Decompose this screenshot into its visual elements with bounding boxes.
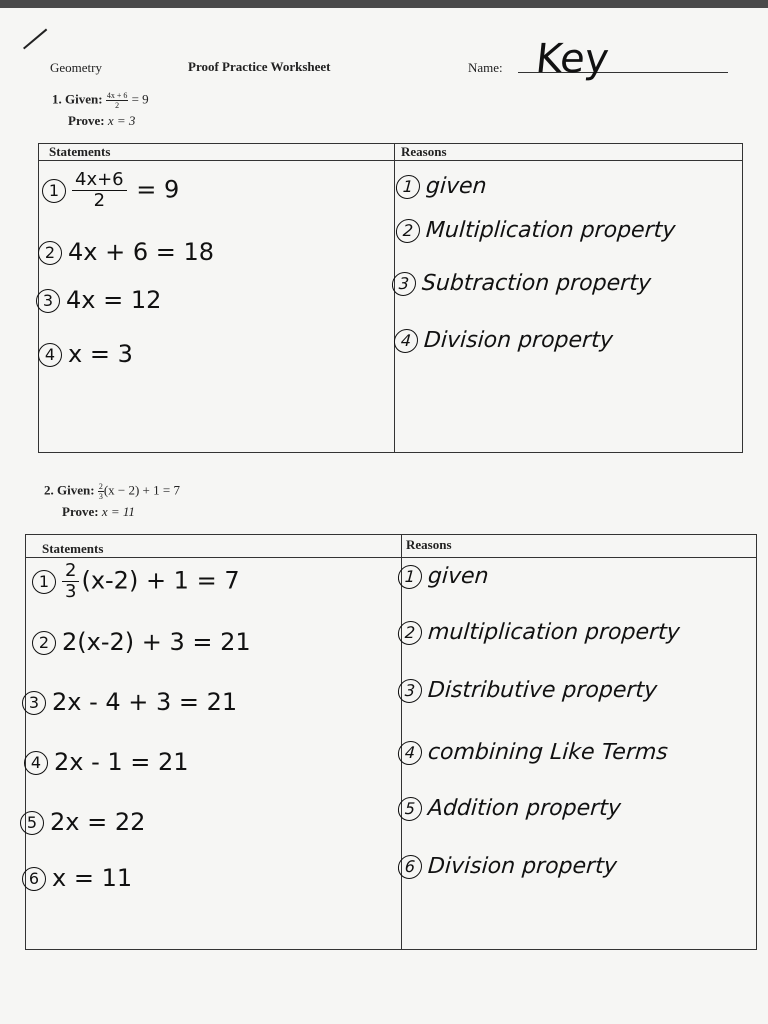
p2-statement-1: 1 $\frac{2}{3}$ (x-2) + 1 = 7 — [32, 561, 240, 602]
p1-reason-1: 1 given — [395, 174, 487, 199]
p1-reason-2: 2 Multiplication property — [395, 218, 676, 243]
problem2-given: 2. Given: $\frac{2}{3}$ (x − 2) + 1 = 7 — [44, 482, 180, 501]
p2-reason-6: 6 Division property — [397, 854, 618, 879]
p1-reason-4: 4 Division property — [393, 328, 614, 353]
statements-header-1: Statements — [49, 144, 111, 159]
worksheet-title: Proof Practice Worksheet — [188, 59, 331, 74]
p2-statement-5: 5 2x = 22 — [20, 808, 145, 836]
p2-statement-4: 4 2x - 1 = 21 — [24, 748, 189, 776]
check-mark — [23, 29, 47, 49]
p2-statement-2: 2 2(x-2) + 3 = 21 — [32, 628, 251, 656]
p2-statement-6: 6 x = 11 — [22, 864, 132, 892]
worksheet-page — [0, 8, 768, 1024]
p1-statement-4: 4 x = 3 — [38, 340, 133, 368]
subject-label: Geometry — [50, 60, 102, 75]
p1-statement-1: 1 $\frac{4x+6}{2}$ = 9 — [42, 170, 179, 211]
problem2-prove: Prove: x = 11 — [62, 504, 135, 519]
p2-reason-4: 4 combining Like Terms — [397, 740, 669, 765]
p1-statement-3: 3 4x = 12 — [36, 286, 161, 314]
statements-header-2: Statements — [42, 541, 104, 556]
problem1-given: 1. Given: $\frac{4x + 6}{2}$ = 9 — [52, 91, 149, 110]
p2-reason-2: 2 multiplication property — [397, 620, 681, 645]
p2-reason-5: 5 Addition property — [397, 796, 622, 821]
p1-reason-3: 3 Subtraction property — [391, 271, 652, 296]
p2-reason-1: 1 given — [397, 564, 489, 589]
name-value: Key — [533, 36, 611, 82]
reasons-header-2: Reasons — [406, 537, 452, 552]
problem1-prove: Prove: x = 3 — [68, 113, 136, 128]
reasons-header-1: Reasons — [401, 144, 447, 159]
p1-statement-2: 2 4x + 6 = 18 — [38, 238, 214, 266]
p2-statement-3: 3 2x - 4 + 3 = 21 — [22, 688, 237, 716]
name-label: Name: — [468, 60, 503, 75]
p2-reason-3: 3 Distributive property — [397, 678, 658, 703]
